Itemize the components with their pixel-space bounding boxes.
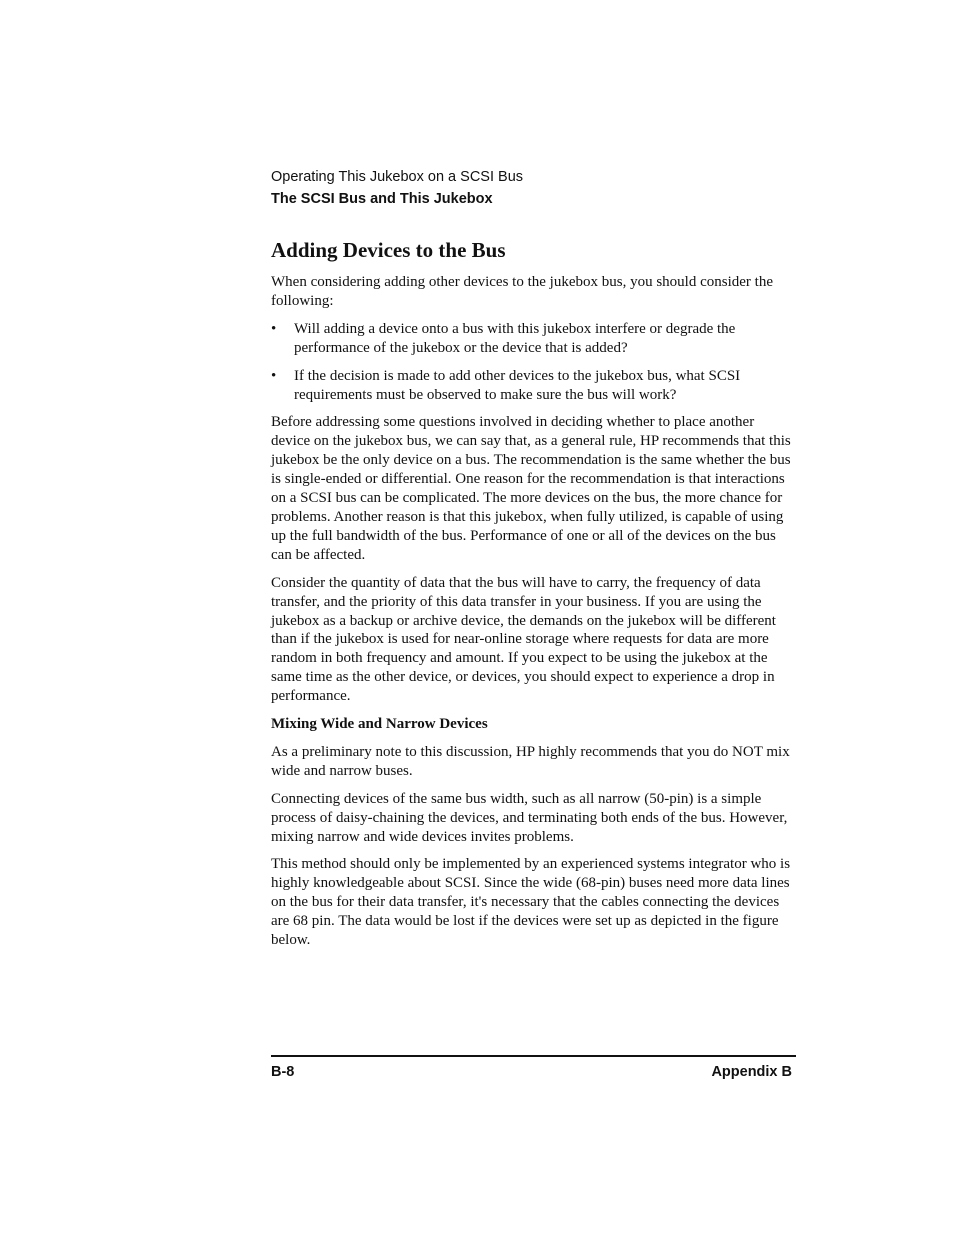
subheading: Mixing Wide and Narrow Devices xyxy=(271,716,488,733)
list-item xyxy=(271,367,795,405)
body-paragraph: Consider the quantity of data that the bus will have to carry, the frequency of data transfer, and the priority of this data transfer in your business. If you are using the jukebox as a backup or archive device, the demands on the jukebox will be different than if the jukebox is used for near-online storage where requests for data are more random in both frequency and amount. If you expect to be using the jukebox at the same time as the other device, or devices, you should expect to experience a drop in performance. xyxy=(271,574,776,705)
footer-section-label: Appendix B xyxy=(711,1064,792,1080)
list-item-text: If the decision is made to add other devices to the jukebox bus, what SCSI requirements must be observed to make sure the bus will work? xyxy=(294,367,741,403)
bullet-icon: • xyxy=(271,367,277,384)
page-heading: Adding Devices to the Bus xyxy=(271,238,506,262)
intro-paragraph: When considering adding other devices to the jukebox bus, you should consider the following: xyxy=(271,274,773,309)
body-paragraph: Before addressing some questions involved in deciding whether to place another device on the jukebox bus, we can say that, as a general rule, HP recommends that this jukebox be the only device on a bus. The recommendation is the same whether the bus is single-ended or differential. One reason for the recommendation is that interactions on a SCSI bus can be complicated. The more devices on the bus, the more chance for problems. Another reason is that this jukebox, when fully utilized, is capable of using up the full bandwidth of the bus. Performance of one or all of the devices on the bus can be affected. xyxy=(271,414,791,563)
body-paragraph: This method should only be implemented by an experienced systems integrator who is highly knowledgeable about SCSI. Since the wide (68-pin) buses need more data lines on the bus for their data transfer, it's necessary that the cables connecting the devices are 68 pin. The data would be lost if the devices were set up as depicted in the figure below. xyxy=(271,856,791,949)
section-title: The SCSI Bus and This Jukebox xyxy=(271,191,493,207)
bullet-list xyxy=(271,320,795,405)
page-footer xyxy=(271,1062,792,1082)
list-item-text: Will adding a device onto a bus with this jukebox interfere or degrade the performance of the jukebox or the device that is added? xyxy=(294,320,736,356)
page-number: B-8 xyxy=(271,1064,295,1080)
body-paragraph: Connecting devices of the same bus width, such as all narrow (50-pin) is a simple process of daisy-chaining the devices, and terminating both ends of the bus. However, mixing narrow and wide devices invites problems. xyxy=(271,790,788,845)
list-item xyxy=(271,320,795,358)
bullet-icon: • xyxy=(271,320,277,337)
running-head xyxy=(271,166,801,210)
footer-divider xyxy=(271,1055,796,1057)
chapter-title: Operating This Jukebox on a SCSI Bus xyxy=(271,169,524,185)
body-paragraph: As a preliminary note to this discussion, HP highly recommends that you do NOT mix wide and narrow buses. xyxy=(271,743,790,779)
page-body xyxy=(271,236,795,959)
